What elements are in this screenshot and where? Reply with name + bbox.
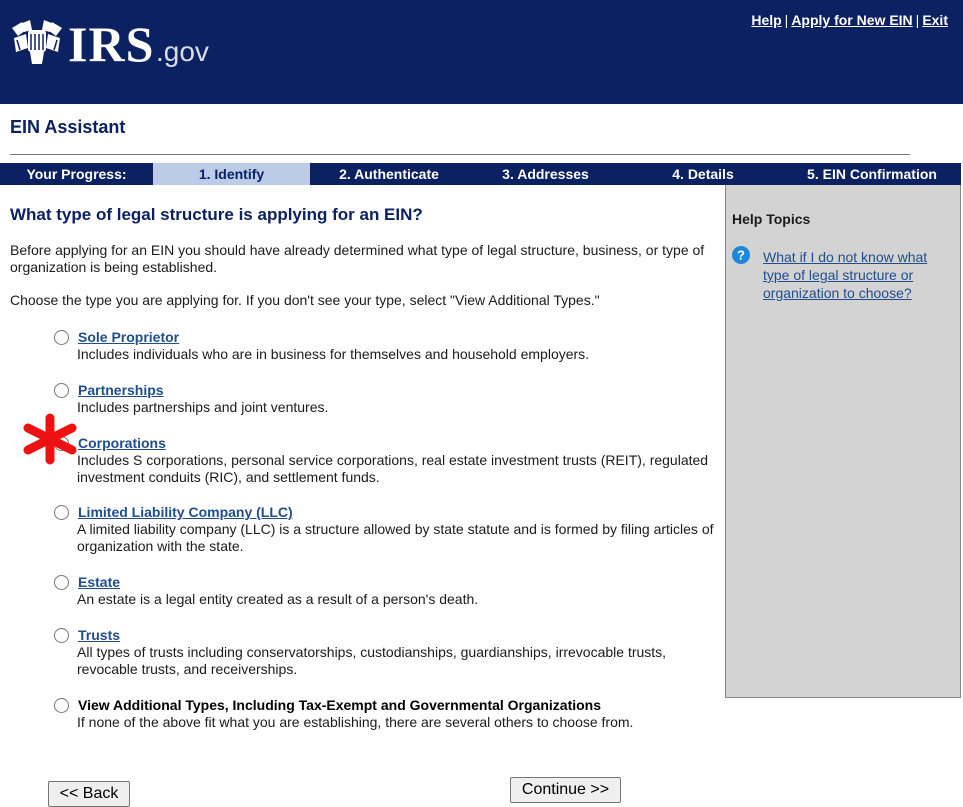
irs-logo[interactable]: [8, 14, 218, 74]
exit-link[interactable]: Exit: [922, 12, 948, 28]
help-link[interactable]: Help: [751, 12, 782, 28]
option-name[interactable]: Sole Proprietor: [78, 329, 180, 345]
option-description: Includes S corporations, personal service corporations, real estate investment trusts (REIT), regulated investment conduits (RIC), and settlement funds.: [77, 452, 709, 485]
radio-estate[interactable]: [54, 575, 69, 590]
continue-button[interactable]: Continue >>: [510, 777, 621, 803]
help-topic-link[interactable]: What if I do not know what type of legal structure or organization to choose?: [763, 249, 928, 301]
progress-step-addresses: 3. Addresses: [502, 166, 589, 182]
radio-sole-proprietor[interactable]: [54, 330, 69, 345]
option-name[interactable]: Trusts: [78, 627, 121, 643]
progress-step-ein-confirmation: 5. EIN Confirmation: [807, 166, 937, 182]
page-title: EIN Assistant: [10, 117, 126, 137]
help-panel: [725, 185, 961, 698]
eagle-icon: [8, 18, 66, 66]
option-name[interactable]: Limited Liability Company (LLC): [78, 504, 293, 520]
intro-text: Before applying for an EIN you should have already determined what type of legal structure, business, or type of organization is being established.: [10, 242, 705, 275]
radio-llc[interactable]: [54, 505, 69, 520]
asterisk-annotation-icon: [22, 413, 78, 465]
radio-trusts[interactable]: [54, 628, 69, 643]
site-header: [0, 0, 963, 104]
apply-new-ein-link[interactable]: Apply for New EIN: [791, 12, 913, 28]
radio-view-additional-types[interactable]: [54, 698, 69, 713]
divider: [10, 154, 910, 155]
progress-step-identify: 1. Identify: [153, 163, 310, 185]
option-description: All types of trusts including conservatorships, custodianships, guardianships, irrevocable trusts, revocable trusts, and receiverships.: [77, 644, 667, 677]
progress-bar: [0, 163, 961, 185]
question-heading: What type of legal structure is applying for an EIN?: [10, 205, 423, 224]
progress-label: Your Progress:: [26, 166, 127, 182]
option-name[interactable]: Partnerships: [78, 382, 164, 398]
back-button[interactable]: << Back: [48, 781, 130, 807]
svg-text:?: ?: [737, 247, 745, 263]
question-circle-icon: [732, 246, 750, 264]
option-description: Includes partnerships and joint ventures.: [77, 399, 329, 415]
instruction-text: Choose the type you are applying for. If you don't see your type, select "View Additional Types.": [10, 292, 600, 308]
option-description: A limited liability company (LLC) is a structure allowed by state statute and is formed by filing articles of organization with the state.: [77, 521, 714, 554]
top-links: [751, 12, 948, 28]
progress-step-details: 4. Details: [672, 166, 734, 182]
option-name: View Additional Types, Including Tax-Exempt and Governmental Organizations: [78, 697, 602, 713]
radio-partnerships[interactable]: [54, 383, 69, 398]
option-description: An estate is a legal entity created as a result of a person's death.: [77, 591, 479, 607]
help-topics-title: Help Topics: [732, 211, 811, 227]
separator: |: [915, 12, 920, 28]
logo-text: IRS: [68, 16, 155, 72]
option-description: Includes individuals who are in business for themselves and household employers.: [77, 346, 590, 362]
option-description: If none of the above fit what you are establishing, there are several others to choose from.: [77, 714, 634, 730]
progress-step-authenticate: 2. Authenticate: [339, 166, 439, 182]
option-name[interactable]: Estate: [78, 574, 121, 590]
separator: |: [784, 12, 789, 28]
logo-suffix: .gov: [156, 36, 209, 67]
option-name[interactable]: Corporations: [78, 435, 166, 451]
